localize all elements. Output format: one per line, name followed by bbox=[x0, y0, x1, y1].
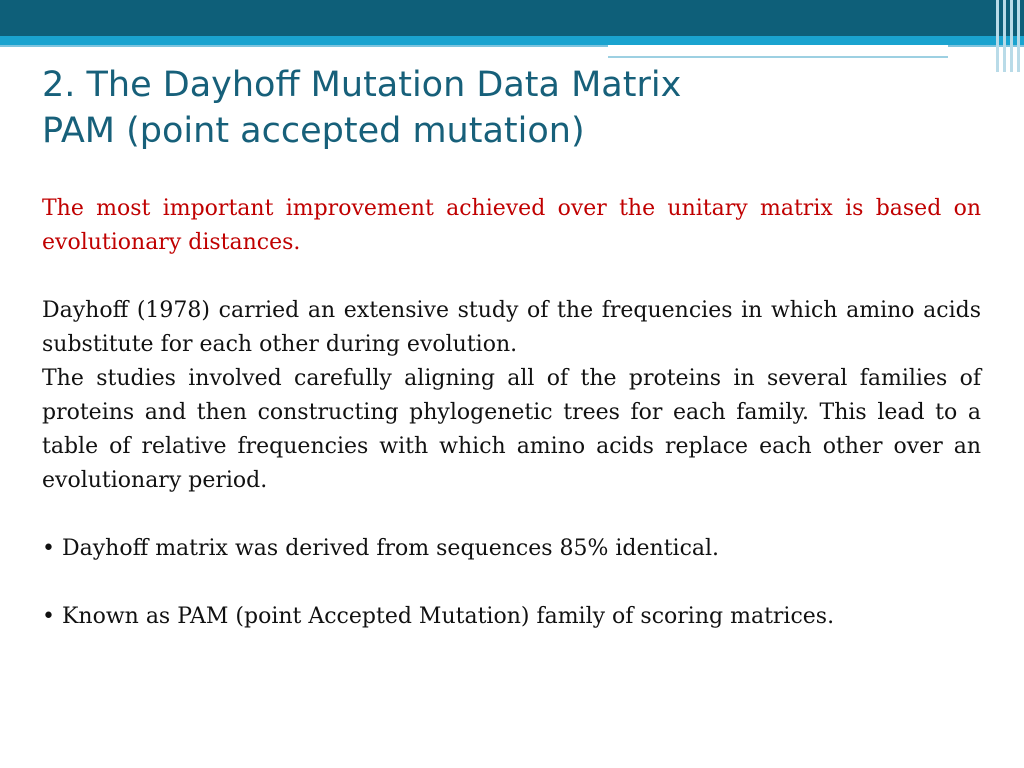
bullet-item: • Dayhoff matrix was derived from sequences 85% identical. bbox=[42, 536, 720, 561]
title-line-1: 2. The Dayhoff Mutation Data Matrix bbox=[42, 65, 682, 105]
spacer bbox=[42, 566, 981, 600]
title-line-2: PAM (point accepted mutation) bbox=[42, 111, 585, 151]
lead-paragraph: The most important improvement achieved over the unitary matrix is based on evolutionary distances. bbox=[42, 196, 981, 255]
header-accent-line bbox=[608, 56, 948, 58]
bullet-item: • Known as PAM (point Accepted Mutation) family of scoring matrices. bbox=[42, 604, 835, 629]
slide-body bbox=[42, 192, 981, 634]
spacer bbox=[42, 498, 981, 532]
corner-decoration bbox=[984, 0, 1024, 72]
spacer bbox=[42, 260, 981, 294]
paragraph-dayhoff-study: Dayhoff (1978) carried an extensive study of the frequencies in which amino acids substitute for each other during evolution. bbox=[42, 298, 981, 357]
header-band bbox=[0, 0, 1024, 36]
slide-title bbox=[42, 62, 942, 154]
paragraph-phylogenetic: The studies involved carefully aligning all of the proteins in several families of proteins and then constructing phylogenetic trees for each family. This lead to a table of relative frequencies with which amino acids replace each other over an evolutionary period. bbox=[42, 366, 981, 493]
header-band-accent bbox=[0, 36, 1024, 45]
